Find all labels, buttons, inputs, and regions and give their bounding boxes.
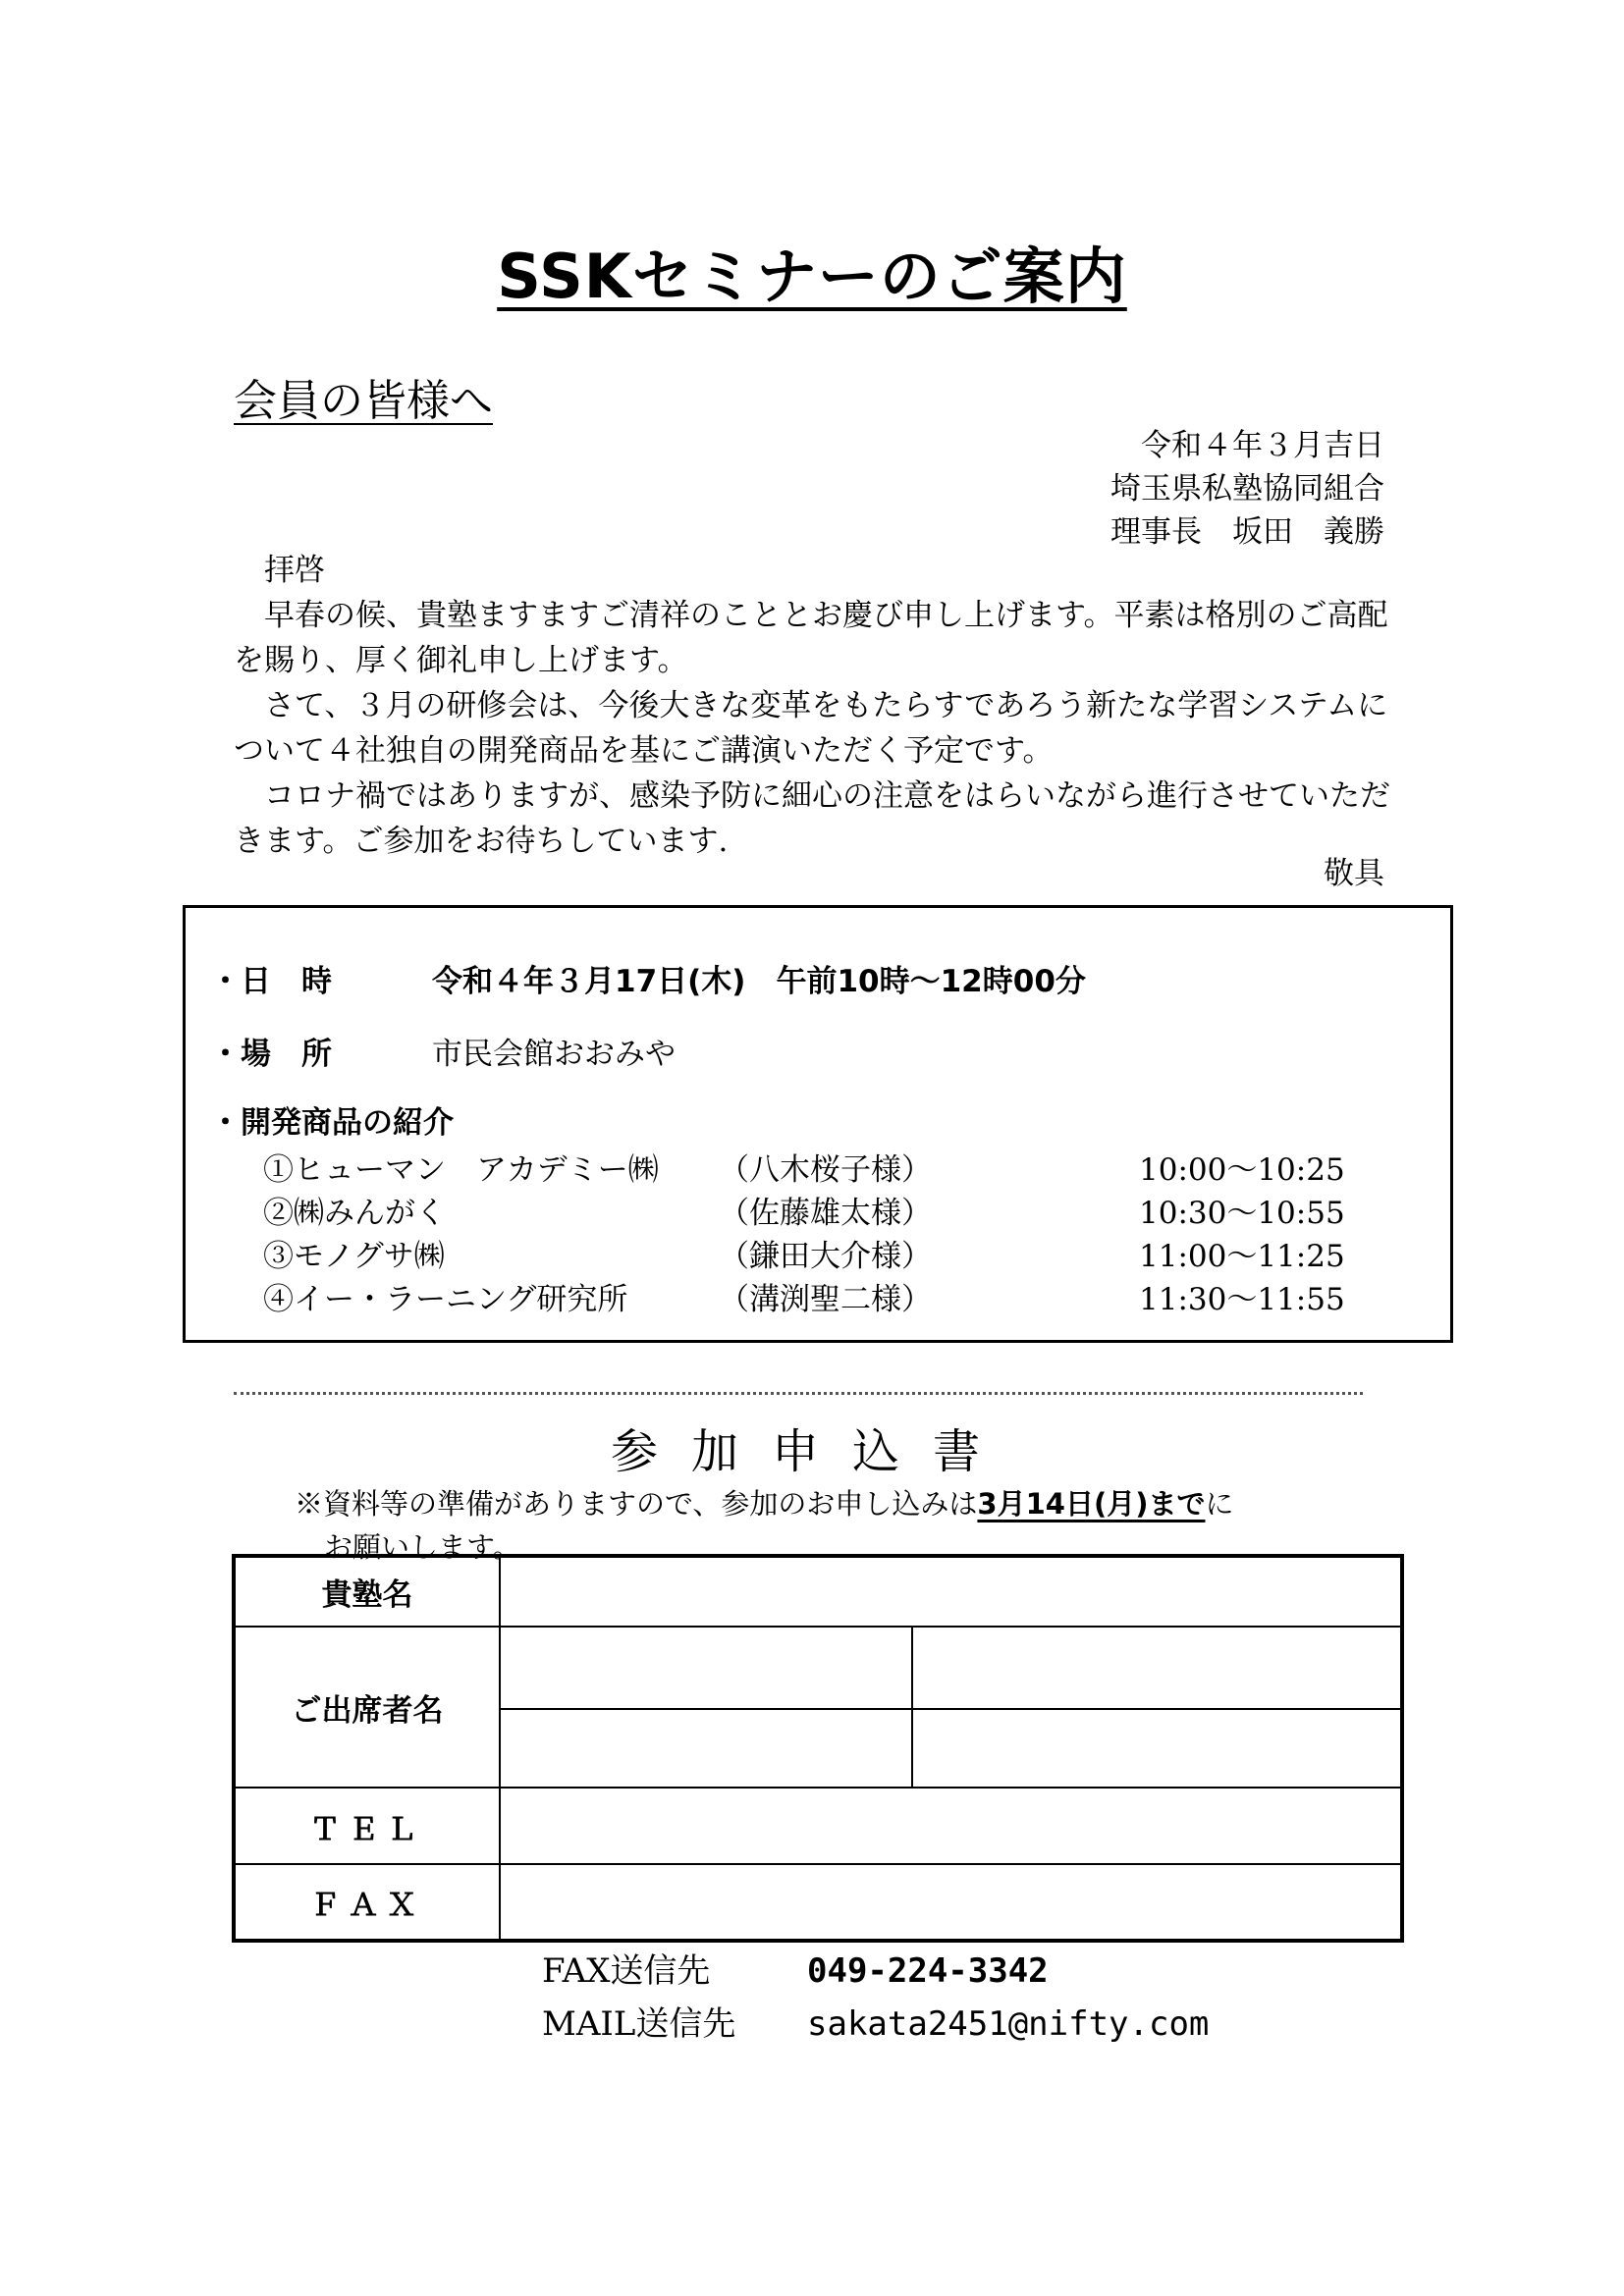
mail-destination bbox=[542, 1997, 1209, 2045]
product-time: 11:30～11:55 bbox=[1139, 1282, 1345, 1317]
product-name: ④イー・ラーニング研究所 bbox=[263, 1282, 628, 1317]
product-time: 11:00～11:25 bbox=[1139, 1239, 1345, 1274]
note-suffix: に bbox=[1205, 1487, 1234, 1521]
sender-person: 理事長 坂田 義勝 bbox=[1110, 514, 1384, 550]
letter-paragraph-1: 早春の候、貴塾ますますご清祥のこととお慶び申し上げます。平素は格別のご高配を賜り、厚く御礼申し上げます。 bbox=[234, 598, 1388, 678]
product-time: 10:30～10:55 bbox=[1139, 1196, 1345, 1231]
note-prefix: ※資料等の準備がありますので、参加のお申し込みは bbox=[295, 1487, 978, 1521]
cut-line bbox=[234, 1392, 1363, 1395]
letter-paragraph-3: コロナ禍ではありますが、感染予防に細心の注意をはらいながら進行させていただきます。ご参加をお待ちしています. bbox=[234, 778, 1390, 859]
note-deadline: 3月14日(月)まで bbox=[977, 1487, 1206, 1521]
fax-number: 049-224-3342 bbox=[807, 1951, 1049, 1991]
page-title: SSKセミナーのご案内 bbox=[497, 240, 1127, 312]
greeting: 会員の皆様へ bbox=[234, 376, 493, 426]
attendee-name-field[interactable] bbox=[500, 1709, 912, 1788]
letter-paragraph-2: さて、３月の研修会は、今後大きな変革をもたらすであろう新たな学習システムについて４社独自の開発商品を基にご講演いただく予定です。 bbox=[234, 688, 1388, 769]
place-value: 市民会館おおみや bbox=[432, 1037, 676, 1072]
letter-opening: 拝啓 bbox=[264, 553, 325, 588]
datetime-label: ・日 時 bbox=[210, 964, 332, 999]
school-name-field[interactable] bbox=[500, 1556, 1402, 1627]
fax-destination-label: FAX送信先 bbox=[542, 1951, 711, 1991]
datetime-value: 令和４年３月17日(木) 午前10時～12時00分 bbox=[432, 964, 1086, 999]
mail-address[interactable]: sakata2451@nifty.com bbox=[807, 2004, 1210, 2044]
mail-destination-label: MAIL送信先 bbox=[542, 2004, 736, 2044]
sender-date: 令和４年３月吉日 bbox=[1141, 428, 1384, 463]
letter-body bbox=[234, 548, 1402, 864]
product-speaker: （八木桜子様） bbox=[719, 1152, 932, 1188]
attendee-name-field[interactable] bbox=[912, 1627, 1402, 1709]
attendee-name-field[interactable] bbox=[912, 1709, 1402, 1788]
attendee-name-field[interactable] bbox=[500, 1627, 912, 1709]
school-name-label: 貴塾名 bbox=[234, 1556, 500, 1627]
fax-field[interactable] bbox=[500, 1864, 1402, 1941]
product-speaker: （佐藤雄太様） bbox=[719, 1196, 932, 1231]
sender-org: 埼玉県私塾協同組合 bbox=[1110, 471, 1384, 507]
application-form bbox=[232, 1554, 1404, 1943]
product-speaker: （鎌田大介様） bbox=[719, 1239, 932, 1274]
product-name: ①ヒューマン アカデミー㈱ bbox=[263, 1152, 659, 1188]
tel-field[interactable] bbox=[500, 1788, 1402, 1864]
product-speaker: （溝渕聖二様） bbox=[719, 1282, 932, 1317]
fax-destination bbox=[542, 1944, 1049, 1992]
attendee-name-label: ご出席者名 bbox=[234, 1627, 500, 1788]
letter-closing: 敬具 bbox=[1324, 856, 1384, 891]
fax-label: ＦＡＸ bbox=[234, 1864, 500, 1941]
product-name: ②㈱みんがく bbox=[263, 1196, 446, 1231]
tel-label: ＴＥＬ bbox=[234, 1788, 500, 1864]
place-label: ・場 所 bbox=[210, 1037, 332, 1072]
product-name: ③モノグサ㈱ bbox=[263, 1239, 445, 1274]
products-label: ・開発商品の紹介 bbox=[210, 1105, 454, 1141]
note-line2: お願いします。 bbox=[324, 1530, 521, 1564]
product-time: 10:00～10:25 bbox=[1139, 1152, 1345, 1188]
application-title: 参加申込書 bbox=[610, 1424, 1013, 1479]
